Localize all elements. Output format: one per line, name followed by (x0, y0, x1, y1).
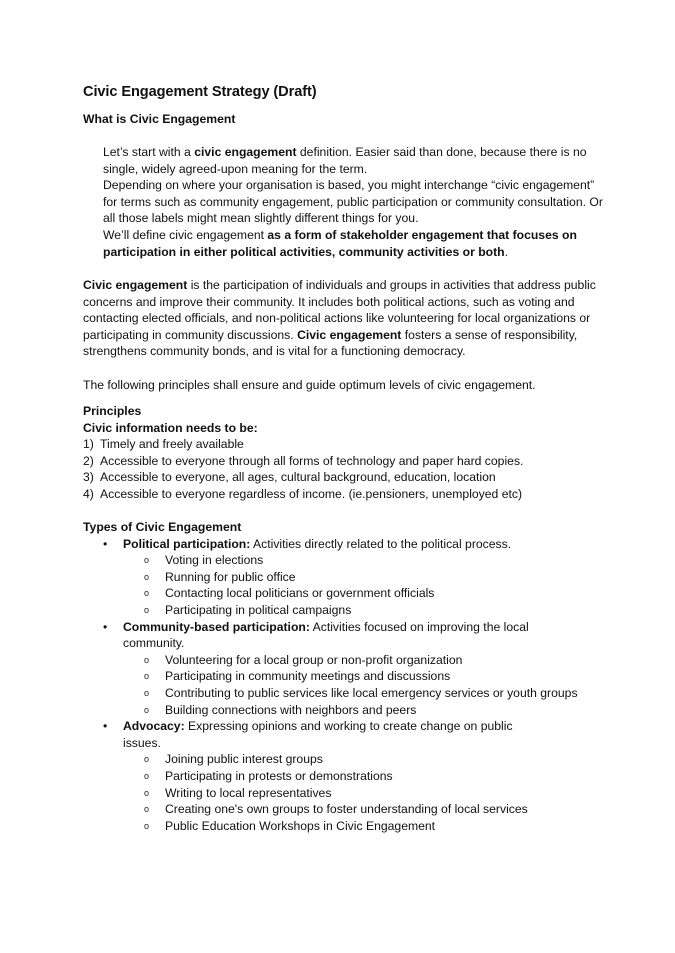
sub-item (123, 801, 603, 818)
type-sublist (123, 751, 603, 834)
circle-bullet-icon: o (144, 555, 150, 566)
definition-text: is the participation of individuals and groups in activities that address public concerns and improve their community. It includes both political actions, such as voting and contacting elected officials, and non-political actions like volunteering for local organizations or participating in community discussions. (83, 278, 596, 342)
sub-item-text: Contacting local politicians or government officials (165, 586, 435, 601)
sub-item (123, 668, 603, 685)
document-title: Civic Engagement Strategy (Draft) (83, 84, 317, 100)
sub-item-text: Creating one's own groups to foster understanding of local services (165, 802, 528, 817)
sub-item (123, 768, 603, 785)
definition-bold-term: Civic engagement (83, 278, 188, 292)
principles-intro: The following principles shall ensure and guide optimum levels of civic engagement. (83, 378, 536, 392)
principle-item (83, 436, 523, 453)
sub-item-text: Public Education Workshops in Civic Engagement (165, 818, 436, 833)
principles-list (83, 436, 523, 502)
intro-paragraph-2: Depending on where your organisation is based, you might interchange “civic engagement” for terms such as community engagement, public participation or community consultation. Or all those labels might mean slightly different things for you. (103, 178, 603, 226)
sub-item-text: Participating in community meetings and discussions (165, 669, 451, 684)
bullet-icon: • (103, 619, 108, 634)
type-advocacy (83, 718, 603, 834)
section-heading-what-is: What is Civic Engagement (83, 112, 236, 126)
sub-item (123, 569, 603, 586)
types-section (83, 519, 603, 834)
circle-bullet-icon: o (144, 671, 150, 682)
circle-bullet-icon: o (144, 770, 150, 781)
sub-item-text: Volunteering for a local group or non-profit organization (165, 652, 463, 667)
item-text: Accessible to everyone, all ages, cultural background, education, location (100, 470, 496, 485)
type-text (123, 619, 553, 652)
circle-bullet-icon: o (144, 804, 150, 815)
circle-bullet-icon: o (144, 687, 150, 698)
type-description: Activities focused on improving the local community. (123, 619, 529, 651)
definition-bold-term: Civic engagement (297, 327, 402, 342)
intro-text: We’ll define civic engagement (103, 227, 268, 242)
definition-paragraph (83, 277, 603, 360)
type-text (123, 718, 553, 751)
item-text: Accessible to everyone through all forms of technology and paper hard copies. (100, 453, 524, 468)
sub-item-text: Joining public interest groups (165, 752, 323, 767)
type-label: Political participation: (123, 536, 251, 551)
type-description: Activities directly related to the political process. (250, 536, 512, 551)
principles-section (83, 403, 523, 503)
sub-item (123, 818, 603, 835)
intro-paragraph-3 (103, 227, 603, 260)
types-heading: Types of Civic Engagement (83, 520, 242, 534)
type-community (83, 619, 603, 719)
sub-item (123, 702, 603, 719)
circle-bullet-icon: o (144, 787, 150, 798)
principle-item (83, 469, 523, 486)
sub-item (123, 751, 603, 768)
principle-item (83, 486, 523, 503)
type-label: Advocacy: (123, 719, 185, 734)
bullet-icon: • (103, 536, 108, 551)
type-sublist (123, 552, 603, 618)
item-number: 3) (83, 470, 94, 485)
bullet-icon: • (103, 719, 108, 734)
sub-item-text: Participating in protests or demonstrations (165, 768, 393, 783)
principle-item (83, 453, 523, 470)
principles-heading: Principles (83, 404, 142, 418)
intro-block (103, 144, 603, 260)
item-number: 4) (83, 486, 94, 501)
sub-item (123, 552, 603, 569)
circle-bullet-icon: o (144, 820, 150, 831)
principles-subheading: Civic information needs to be: (83, 420, 258, 435)
type-text (123, 536, 553, 553)
sub-item-text: Voting in elections (165, 553, 264, 568)
circle-bullet-icon: o (144, 571, 150, 582)
circle-bullet-icon: o (144, 754, 150, 765)
item-number: 2) (83, 453, 94, 468)
intro-text: Let’s start with a (103, 145, 195, 159)
intro-text: definition. Easier said than done, because there is no single, widely agreed-upon meaning for the term. (103, 145, 587, 176)
sub-item (123, 685, 603, 702)
sub-item (123, 785, 603, 802)
definition-text: fosters a sense of responsibility, strengthens community bonds, and is vital for a functioning democracy. (83, 327, 578, 359)
sub-item-text: Participating in political campaigns (165, 602, 352, 617)
intro-bold-term: civic engagement (194, 145, 297, 159)
circle-bullet-icon: o (144, 704, 150, 715)
item-text: Timely and freely available (100, 437, 244, 452)
sub-item-text: Running for public office (165, 569, 296, 584)
sub-item-text: Contributing to public services like local emergency services or youth groups (165, 685, 578, 700)
types-list (83, 536, 603, 835)
sub-item-text: Building connections with neighbors and peers (165, 702, 417, 717)
type-description: Expressing opinions and working to create change on public issues. (123, 719, 513, 750)
circle-bullet-icon: o (144, 588, 150, 599)
intro-paragraph-1 (103, 144, 603, 177)
circle-bullet-icon: o (144, 604, 150, 615)
sub-item (123, 602, 603, 619)
type-political (83, 536, 603, 619)
type-sublist (123, 652, 603, 718)
type-label: Community-based participation: (123, 619, 310, 634)
sub-item-text: Writing to local representatives (165, 785, 332, 800)
intro-bold-definition: as a form of stakeholder engagement that focuses on participation in either political activities, community activities or both (103, 227, 577, 259)
item-number: 1) (83, 437, 94, 452)
sub-item (123, 585, 603, 602)
item-text: Accessible to everyone regardless of income. (ie.pensioners, unemployed etc) (100, 486, 523, 501)
circle-bullet-icon: o (144, 654, 150, 665)
intro-text: . (504, 244, 508, 259)
sub-item (123, 652, 603, 669)
